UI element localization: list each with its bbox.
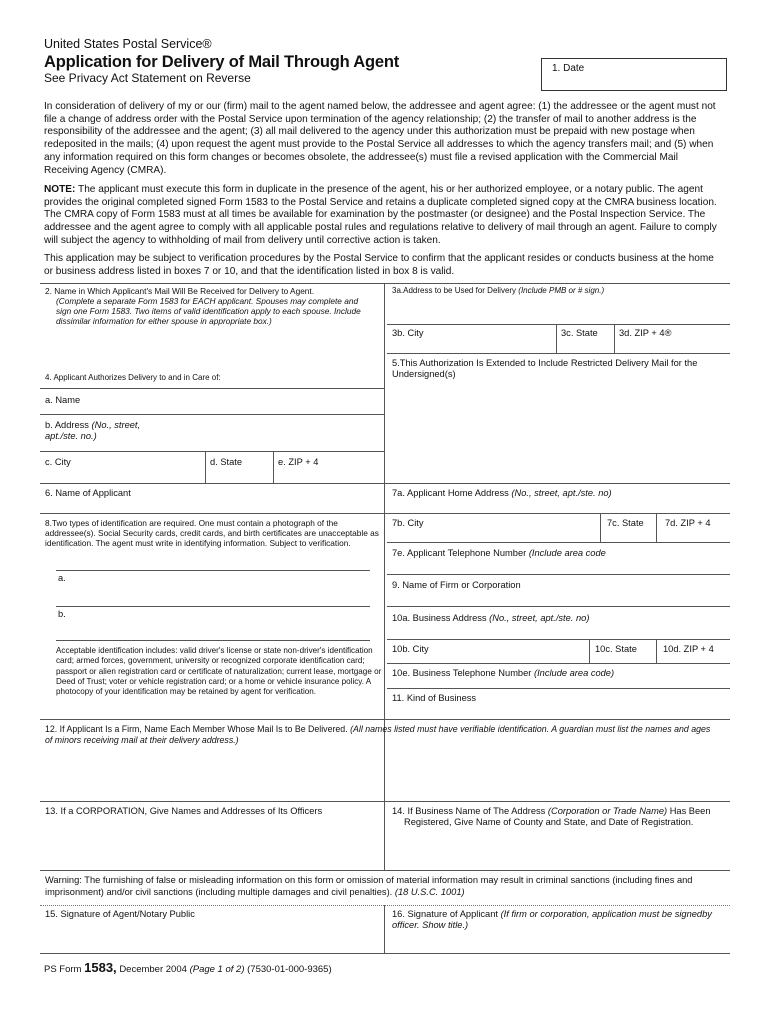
field-6-label: 6. Name of Applicant	[45, 488, 131, 498]
delivery-zip-field[interactable]	[615, 325, 730, 353]
field-3a-label	[392, 286, 727, 296]
field-8a-label: a.	[58, 573, 66, 583]
field-10e-note: (Include area code)	[533, 668, 615, 678]
field-2-label: 2. Name in Which Applicant's Mail Will Be Received for Delivery to Agent.	[45, 286, 315, 296]
business-state-field[interactable]	[590, 640, 656, 663]
field-12-label: 12. If Applicant Is a Firm, Name Each Member Whose Mail Is to Be Delivered.	[45, 724, 348, 734]
field-3b-label: 3b. City	[392, 328, 424, 338]
home-zip-field[interactable]	[657, 514, 730, 542]
note-text: The applicant must execute this form in duplicate in the presence of the agent, his or her authorized employee, or a notary public. The agent provides the original completed signed Form 1583 to the Postal Service and retains a duplicate completed signed copy at the CMRA business location. The CMRA copy of Form 1583 must at all times be available for examination by the postmaster (or designee) and the Postal Inspection Service. The addressee and the agent agree to comply with all applicable postal rules and regulations relative to delivery of mail through an agent. Failure to comply will subject the agency to withholding of mail from delivery until corrective action is taken.	[44, 184, 717, 246]
field-4-label: 4. Applicant Authorizes Delivery to and in Care of:	[45, 373, 221, 382]
warning-text	[45, 875, 725, 898]
field-4c-label: c. City	[45, 457, 71, 467]
field-7d-label: 7d. ZIP + 4	[665, 518, 711, 528]
field-7e-text	[392, 548, 606, 559]
field-7c-label: 7c. State	[607, 518, 644, 528]
form-title: Application for Delivery of Mail Through Agent	[44, 53, 400, 71]
field-7e-label: 7e. Applicant Telephone Number	[392, 548, 527, 558]
agency-name: United States Postal Service®	[44, 37, 212, 51]
field-7a-label: 7a. Applicant Home Address	[392, 488, 509, 498]
field-3c-label: 3c. State	[561, 328, 598, 338]
applicant-signature-field[interactable]	[385, 906, 730, 953]
field-12-note: (All names listed must have verifiable identification. A guardian must list the names and ages of minors receiving mail at their delivery address.)	[45, 724, 711, 745]
identification-b-field[interactable]	[56, 607, 370, 640]
field-8-label: 8.Two types of identification are required. One must contain a photograph of the addressee(s). Social Security cards, credit cards, and birth certificates are unacceptable as identification. The agent must write in identifying information. Subject to verification.	[45, 518, 379, 548]
field-3a-text: 3a.Address to be Used for Delivery	[392, 286, 517, 295]
field-8b-label: b.	[58, 609, 66, 619]
field-9-label: 9. Name of Firm or Corporation	[392, 580, 521, 590]
identification-a-field[interactable]	[56, 571, 370, 606]
footer-page: (Page 1 of 2)	[189, 964, 245, 975]
field-13-label: 13. If a CORPORATION, Give Names and Addresses of Its Officers	[45, 806, 323, 816]
intro-paragraph: In consideration of delivery of my or our (firm) mail to the agent named below, the addressee and agent agree: (1) the addressee or the agent must not file a change of address order with the Postal Service upon termination of the agency relationship; (2) the transfer of mail to another address is the responsibility of the addressee and the agent; (3) all mail delivered to the agency under this authorization must be prepaid with new postage when redeposited in the mails; (4) upon request the agent must provide to the Postal Service all addresses to which the agency transfers mail; and (5) when any information required on this form changes or becomes obsolete, the addressee(s) must file a revised application with the Commercial Mail Receiving Agency (CMRA).	[44, 101, 716, 176]
field-2-note: (Complete a separate Form 1583 for EACH applicant. Spouses may complete and sign one Form 1583. Two items of valid identification apply to each spouse. Include dissimilar information for either spouse in appropriate box.)	[56, 296, 361, 326]
footer-code: (7530-01-000-9365)	[247, 964, 332, 975]
business-address-field[interactable]	[385, 607, 730, 639]
business-zip-field[interactable]	[657, 640, 730, 663]
field-14-label: 14. If Business Name of The Address	[392, 806, 546, 816]
field-10b-label: 10b. City	[392, 644, 429, 654]
note-label: NOTE:	[44, 184, 76, 195]
delivery-city-field[interactable]	[385, 325, 556, 353]
business-registration-field[interactable]	[385, 802, 730, 870]
restricted-delivery-field[interactable]	[385, 354, 730, 483]
field-4d-label: d. State	[210, 457, 243, 467]
agent-name-field[interactable]	[40, 389, 384, 414]
agent-signature-field[interactable]	[40, 906, 384, 953]
applicant-name-field[interactable]	[40, 484, 384, 513]
identification-note: Acceptable identification includes: valid driver's license or state non-driver's identification card; armed forces, government, university or recognized corporate identification card; passport or alien registration card or certificate of naturalization; current lease, mortgage or Deed of Trust; voter or vehicle registration card; or a home or vehicle insurance policy. A photocopy of your identification may be retained by agent for verification.	[56, 646, 382, 697]
field-15-label: 15. Signature of Agent/Notary Public	[45, 909, 195, 919]
home-state-field[interactable]	[601, 514, 656, 542]
field-16-note: (If firm or corporation, application must be signedby officer. Show title.)	[392, 909, 712, 931]
corporate-officers-field[interactable]	[40, 802, 384, 870]
business-phone-field[interactable]	[385, 664, 730, 688]
delivery-state-field[interactable]	[557, 325, 614, 353]
field-10d-label: 10d. ZIP + 4	[663, 644, 714, 654]
date-box[interactable]	[541, 58, 727, 91]
field-10a-note: (No., street, apt./ste. no)	[489, 613, 590, 623]
field-4b-label: b. Address	[45, 420, 89, 430]
field-14-note: (Corporation or Trade Name)	[547, 806, 668, 816]
field-10a-text	[392, 613, 589, 624]
field-7a-text	[392, 488, 612, 499]
form-subtitle: See Privacy Act Statement on Reverse	[44, 71, 251, 85]
field-7b-label: 7b. City	[392, 518, 424, 528]
field-14-label-c: Registered, Give Name of County and State, and Date of Registration.	[404, 817, 694, 827]
firm-name-field[interactable]	[385, 575, 730, 606]
date-label: 1. Date	[552, 63, 585, 74]
form-footer	[44, 960, 332, 975]
agent-address-field[interactable]	[40, 415, 384, 451]
field-10c-label: 10c. State	[595, 644, 637, 654]
warning-cite: (18 U.S.C. 1001)	[394, 886, 465, 897]
field-10e-label: 10e. Business Telephone Number	[392, 668, 532, 678]
field-3d-label: 3d. ZIP + 4®	[619, 328, 672, 338]
delivery-address-field[interactable]	[385, 284, 730, 324]
kind-of-business-field[interactable]	[385, 689, 730, 719]
business-city-field[interactable]	[385, 640, 589, 663]
agent-zip-field[interactable]	[274, 452, 384, 483]
field-16-text	[392, 909, 722, 931]
field-11-label: 11. Kind of Business	[392, 693, 477, 703]
field-4e-label: e. ZIP + 4	[278, 457, 319, 467]
field-3a-note: (Include PMB or # sign.)	[518, 286, 605, 295]
field-16-label: 16. Signature of Applicant	[392, 909, 498, 919]
field-7e-note: (Include area code	[528, 548, 606, 558]
firm-members-field[interactable]	[40, 720, 730, 801]
applicant-phone-field[interactable]	[385, 543, 730, 574]
warning-main: Warning: The furnishing of false or misleading information on this form or omission of material information may result in criminal sanctions (including fines and imprisonment) and/or civil sanctions (including multiple damages and civil penalties).	[45, 875, 693, 897]
agent-state-field[interactable]	[206, 452, 273, 483]
field-14-label-b: Has Been	[669, 806, 711, 816]
field-4b-note: (No., street, apt./ste. no.)	[45, 420, 141, 442]
field-10a-label: 10a. Business Address	[392, 613, 487, 623]
footer-form-prefix: PS Form	[44, 964, 82, 975]
field-4b-text	[45, 420, 155, 442]
field-4a-label: a. Name	[45, 395, 81, 405]
verification-paragraph: This application may be subject to verification procedures by the Postal Service to confirm that the applicant resides or conducts business at the home or business address listed in boxes 7 or 10, and that the identification listed in box 8 is valid.	[44, 253, 714, 277]
field-7a-note: (No., street, apt./ste. no)	[511, 488, 612, 498]
footer-form-number: 1583,	[84, 960, 117, 975]
note-paragraph	[44, 184, 724, 248]
field-12-text	[45, 724, 715, 745]
home-city-field[interactable]	[385, 514, 600, 542]
footer-date: December 2004	[119, 964, 187, 975]
home-address-field[interactable]	[385, 484, 730, 513]
field-14-text	[392, 806, 727, 817]
field-5-label: 5.This Authorization Is Extended to Include Restricted Delivery Mail for the Undersigned(s)	[392, 358, 698, 380]
field-10e-text	[392, 668, 614, 679]
agent-city-field[interactable]	[40, 452, 205, 483]
